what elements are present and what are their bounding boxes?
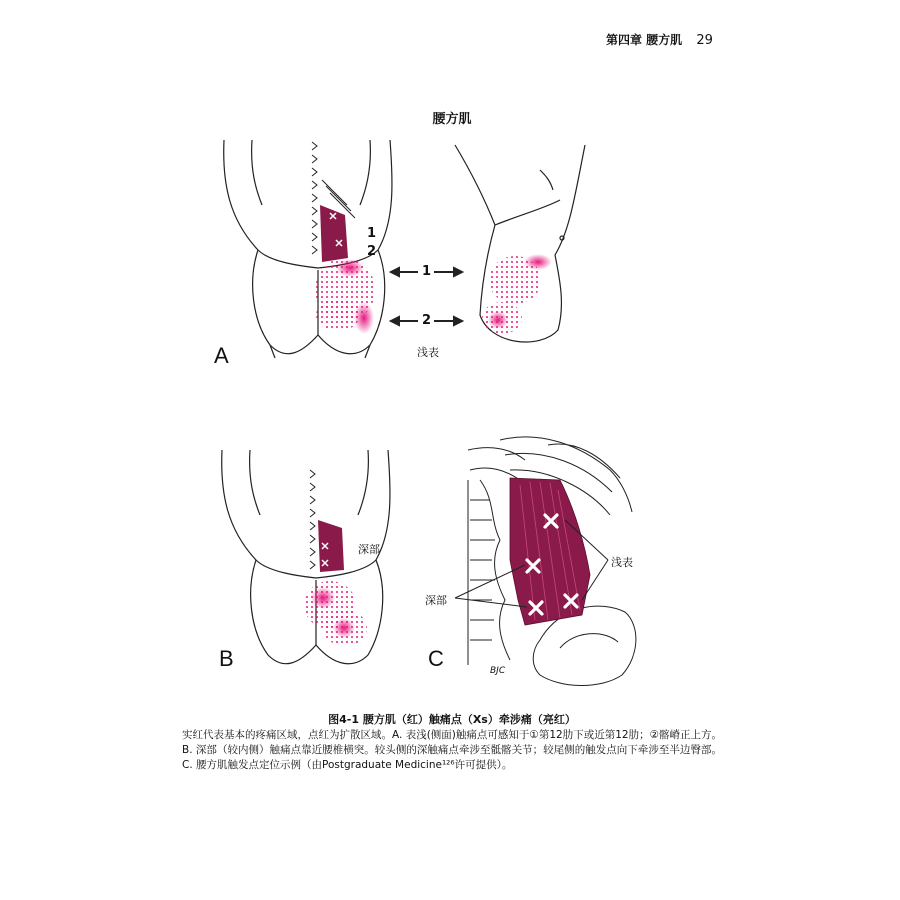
chapter-title: 第四章 腰方肌 xyxy=(606,33,683,47)
figure-title: 腰方肌 xyxy=(432,112,472,127)
panel-a-spine xyxy=(312,142,317,254)
panel-a-arrow-label-2: 2 xyxy=(422,313,432,328)
panel-a-number-2: 2 xyxy=(367,244,377,259)
panel-a-number-1: 1 xyxy=(367,226,377,241)
page-number: 29 xyxy=(696,33,713,48)
caption-title: 图4-1 腰方肌（红）触痛点（Xs）牵涉痛（亮红） xyxy=(328,713,576,726)
panel-a-side-pain-zones xyxy=(482,254,552,334)
panel-a-letter: A xyxy=(214,343,229,368)
panel-b-letter: B xyxy=(219,646,234,671)
panel-c-letter: C xyxy=(428,646,444,671)
caption-body: 实红代表基本的疼痛区域，点红为扩散区域。A. 表浅(侧面)触痛点可感知于①第12肋下或近第12肋；②髂嵴正上方。B. 深部（较内侧）触痛点靠近腰椎横突。较头侧的深触痛点牵涉至骶髂关节；较尾侧的触发点向下牵涉至半边臀部。C. 腰方肌触发点定位示例（由Postgraduate Medicine¹²⁶许可提供）。 xyxy=(182,729,722,771)
panel-b-spine xyxy=(310,470,315,569)
figure-caption xyxy=(182,712,722,773)
panel-b-side-label: 深部 xyxy=(358,543,380,556)
panel-c-label-superficial: 浅表 xyxy=(611,556,633,569)
panel-b-muscle xyxy=(318,520,344,572)
panel-a-muscle xyxy=(320,205,348,262)
panel-a-arrow-label-1: 1 xyxy=(422,264,432,279)
panel-b-pain-zones xyxy=(304,581,367,646)
panel-c-label-deep: 深部 xyxy=(425,594,447,607)
panel-a-bottom-label: 浅表 xyxy=(417,346,439,359)
panel-a-pain-zones xyxy=(315,258,375,334)
panel-c-signature: BJC xyxy=(490,666,506,676)
